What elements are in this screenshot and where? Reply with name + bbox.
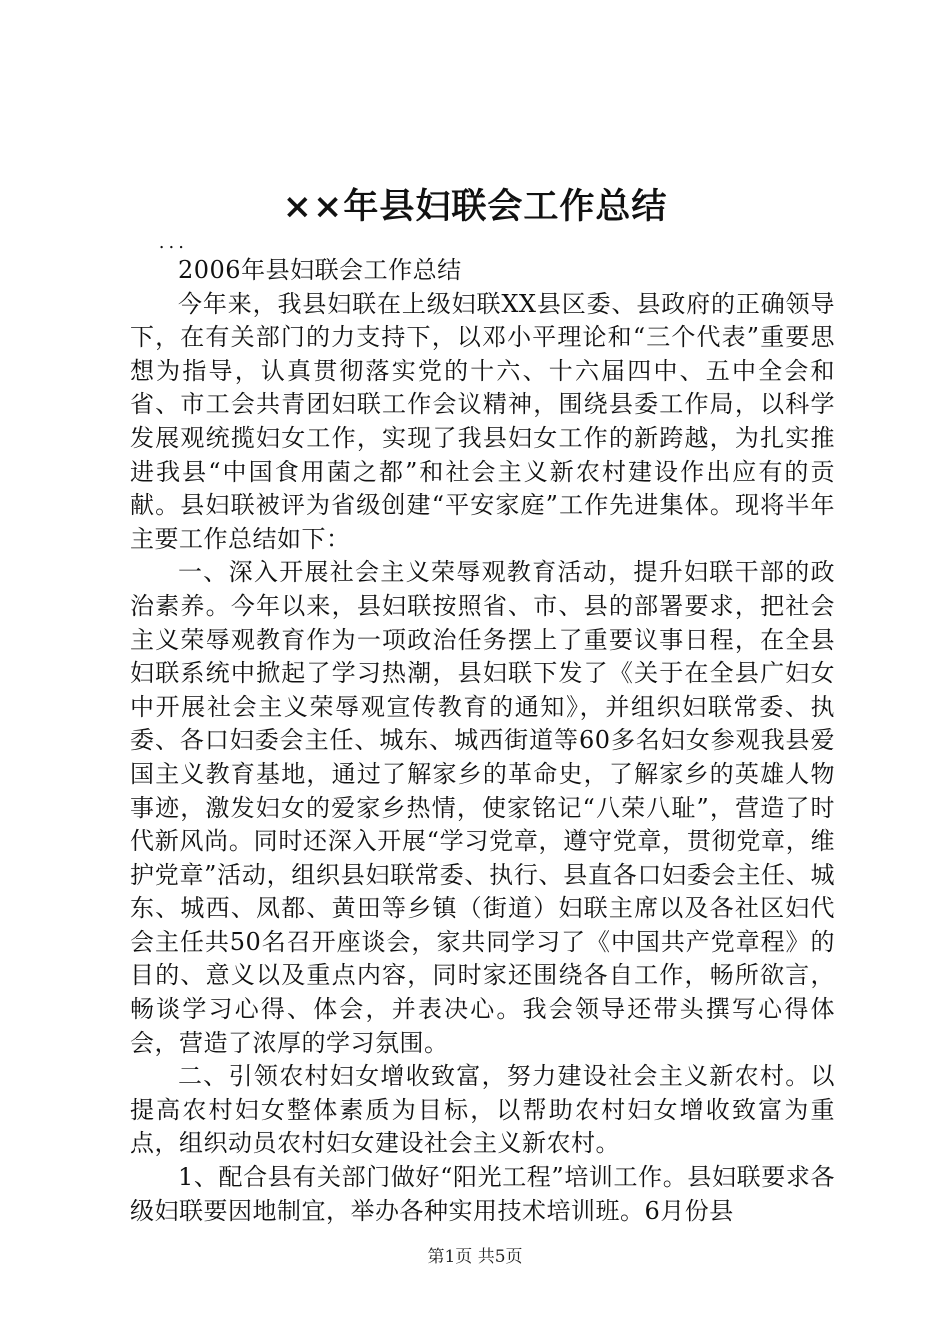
section-one-paragraph: 一、深入开展社会主义荣辱观教育活动，提升妇联干部的政治素养。今年以来，县妇联按照省、市、县的部署要求，把社会主义荣辱观教育作为一项政治任务摆上了重要议事日程，在全县妇联系统中掀起了学习热潮，县妇联下发了《关于在全县广妇女中开展社会主义荣辱观宣传教育的通知》，并组织妇联常委、执委、各口妇委会主任、城东、城西街道等60多名妇女参观我县爱国主义教育基地，通过了解家乡的革命史，了解家乡的英雄人物事迹，激发妇女的爱家乡热情，使家铭记“八荣八耻”，营造了时代新风尚。同时还深入开展“学习党章，遵守党章，贯彻党章，维护党章”活动，组织县妇联常委、执行、县直各口妇委会主任、城东、城西、凤都、黄田等乡镇（街道）妇联主席以及各社区妇代会主任共50名召开座谈会，家共同学习了《中国共产党章程》的目的、意义以及重点内容，同时家还围绕各自工作，畅所欲言，畅谈学习心得、体会，并表决心。我会领导还带头撰写心得体会，营造了浓厚的学习氛围。 [130, 558, 835, 1057]
document-body [130, 232, 835, 1228]
document-title: ××年县妇联会工作总结 [282, 186, 668, 227]
section-two-paragraph: 二、引领农村妇女增收致富，努力建设社会主义新农村。以提高农村妇女整体素质为目标，以帮助农村妇女增收致富为重点，组织动员农村妇女建设社会主义新农村。 [130, 1062, 835, 1158]
ellipsis-marker: ... [158, 232, 188, 253]
intro-paragraph: 今年来，我县妇联在上级妇联XX县区委、县政府的正确领导下，在有关部门的力支持下，以邓小平理论和“三个代表”重要思想为指导，认真贯彻落实党的十六、十六届四中、五中全会和省、市工会共青团妇联工作会议精神，围绕县委工作局，以科学发展观统揽妇女工作，实现了我县妇女工作的新跨越，为扎实推进我县“中国食用菌之都”和社会主义新农村建设作出应有的贡献。县妇联被评为省级创建“平安家庭”工作先进集体。现将半年主要工作总结如下： [130, 289, 835, 553]
page-footer: 第1页 共5页 [427, 1247, 523, 1267]
subtitle-paragraph: 2006年县妇联会工作总结 [178, 256, 462, 284]
item-one-paragraph: 1、配合县有关部门做好“阳光工程”培训工作。县妇联要求各级妇联要因地制宜，举办各种实用技术培训班。6月份县 [130, 1163, 835, 1225]
